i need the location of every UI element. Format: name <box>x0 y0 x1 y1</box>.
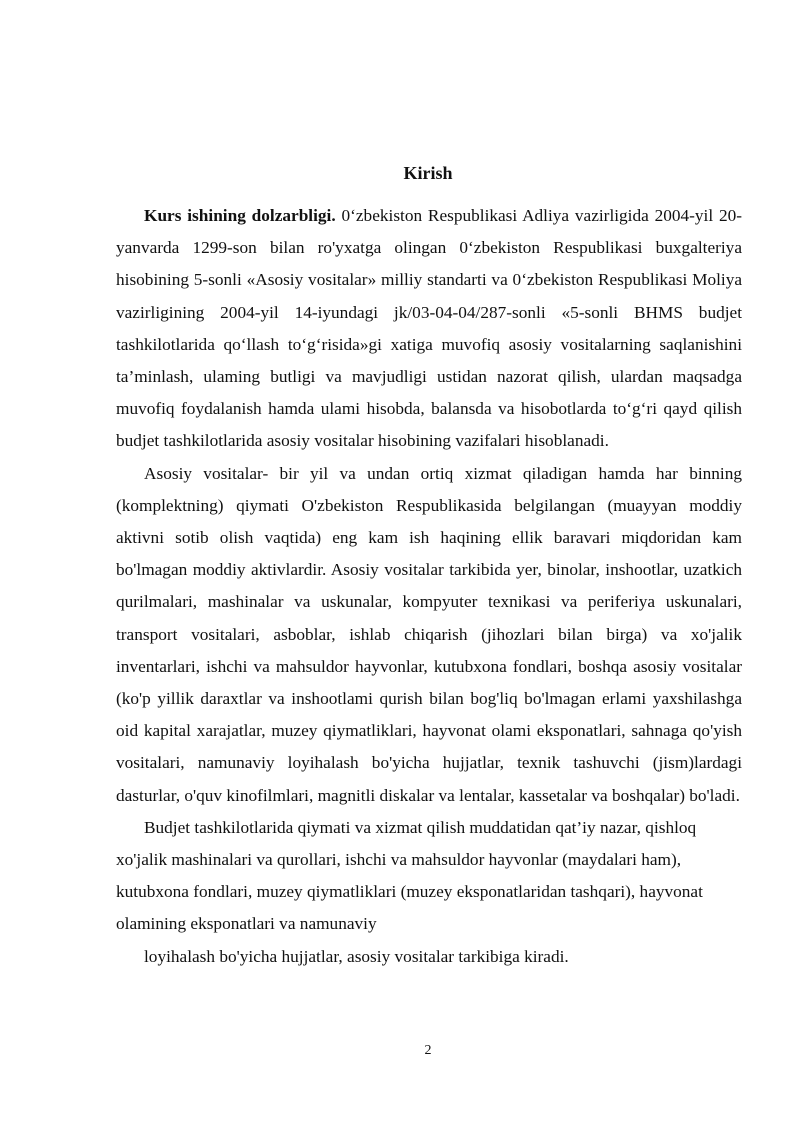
body-text <box>116 200 742 973</box>
paragraph-relevance <box>116 200 742 458</box>
paragraph-text: Budjet tashkilotlarida qiymati va xizmat qilish muddatidan qat’iy nazar, qishloq xo'jalik mashinalari va qurollari, ishchi va mahsuldor hayvonlar (maydalari ham), kutubxona fondlari, muzey qiymatliklari (muzey eksponatlaridan tashqari), hayvonat olamining eksponatlari va namunaviy <box>116 817 703 934</box>
page-number: 2 <box>424 1043 432 1058</box>
paragraph-fixed-assets-definition <box>116 458 742 812</box>
paragraph-text: 0‘zbekiston Respublikasi Adliya vazirligida 2004-yil 20-yanvarda 1299-son bilan ro'yxatga olingan 0‘zbekiston Respublikasi buxgalteriya hisobining 5-sonli «Asosiy vositalar» milliy standarti va 0‘zbekiston Respublikasi Moliya vazirligining 2004-yil 14-iyundagi jk/03-04-04/287-sonli «5-sonli BHMS budjet tashkilotlarida qo‘llash to‘g‘risida»gi xatiga muvofiq asosiy vositalarning saqlanishini ta’minlash, ulaming butligi va mavjudligi ustidan nazorat qilish, ulardan maqsadga muvofiq foydalanish hamda ulami hisobda, balansda va hisobotlarda to‘g‘ri qayd qilish budjet tashkilotlarida asosiy vositalar hisobining vazifalari hisoblanadi. <box>116 206 743 451</box>
paragraph-text: loyihalash bo'yicha hujjatlar, asosiy vositalar tarkibiga kiradi. <box>144 946 569 966</box>
paragraph-lead: Kurs ishining dolzarbligi. <box>144 206 336 225</box>
page-title: Kirish <box>403 163 453 183</box>
paragraph-budget-organizations <box>116 812 742 941</box>
paragraph-continuation <box>116 941 742 973</box>
paragraph-text: Asosiy vositalar- bir yil va undan ortiq xizmat qiladigan hamda har binning (komplektning) qiymati O'zbekiston Respublikasida belgilangan (muayyan moddiy aktivni sotib olish vaqtida) eng kam ish haqining ellik baravari miqdoridan kam bo'lmagan moddiy aktivlardir. Asosiy vositalar tarkibida yer, binolar, inshootlar, uzatkich qurilmalari, mashinalar va uskunalar, kompyuter texnikasi va periferiya uskunalari, transport vositalari, asboblar, ishlab chiqarish (jihozlari bilan birga) va xo'jalik inventarlari, ishchi va mahsuldor hayvonlar, kutubxona fondlari, boshqa asosiy vositalar (ko'p yillik daraxtlar va inshootlami qurish bilan bog'liq bo'lmagan erlami yaxshilashga oid kapital xarajatlar, muzey qiymatliklari, hayvonat olami eksponatlari, sahnaga qo'yish vositalari, namunaviy loyihalash bo'yicha hujjatlar, texnik tashuvchi (jism)lardagi dasturlar, o'quv kinofilmlari, magnitli diskalar va lentalar, kassetalar va boshqalar) bo'ladi. <box>116 463 742 805</box>
